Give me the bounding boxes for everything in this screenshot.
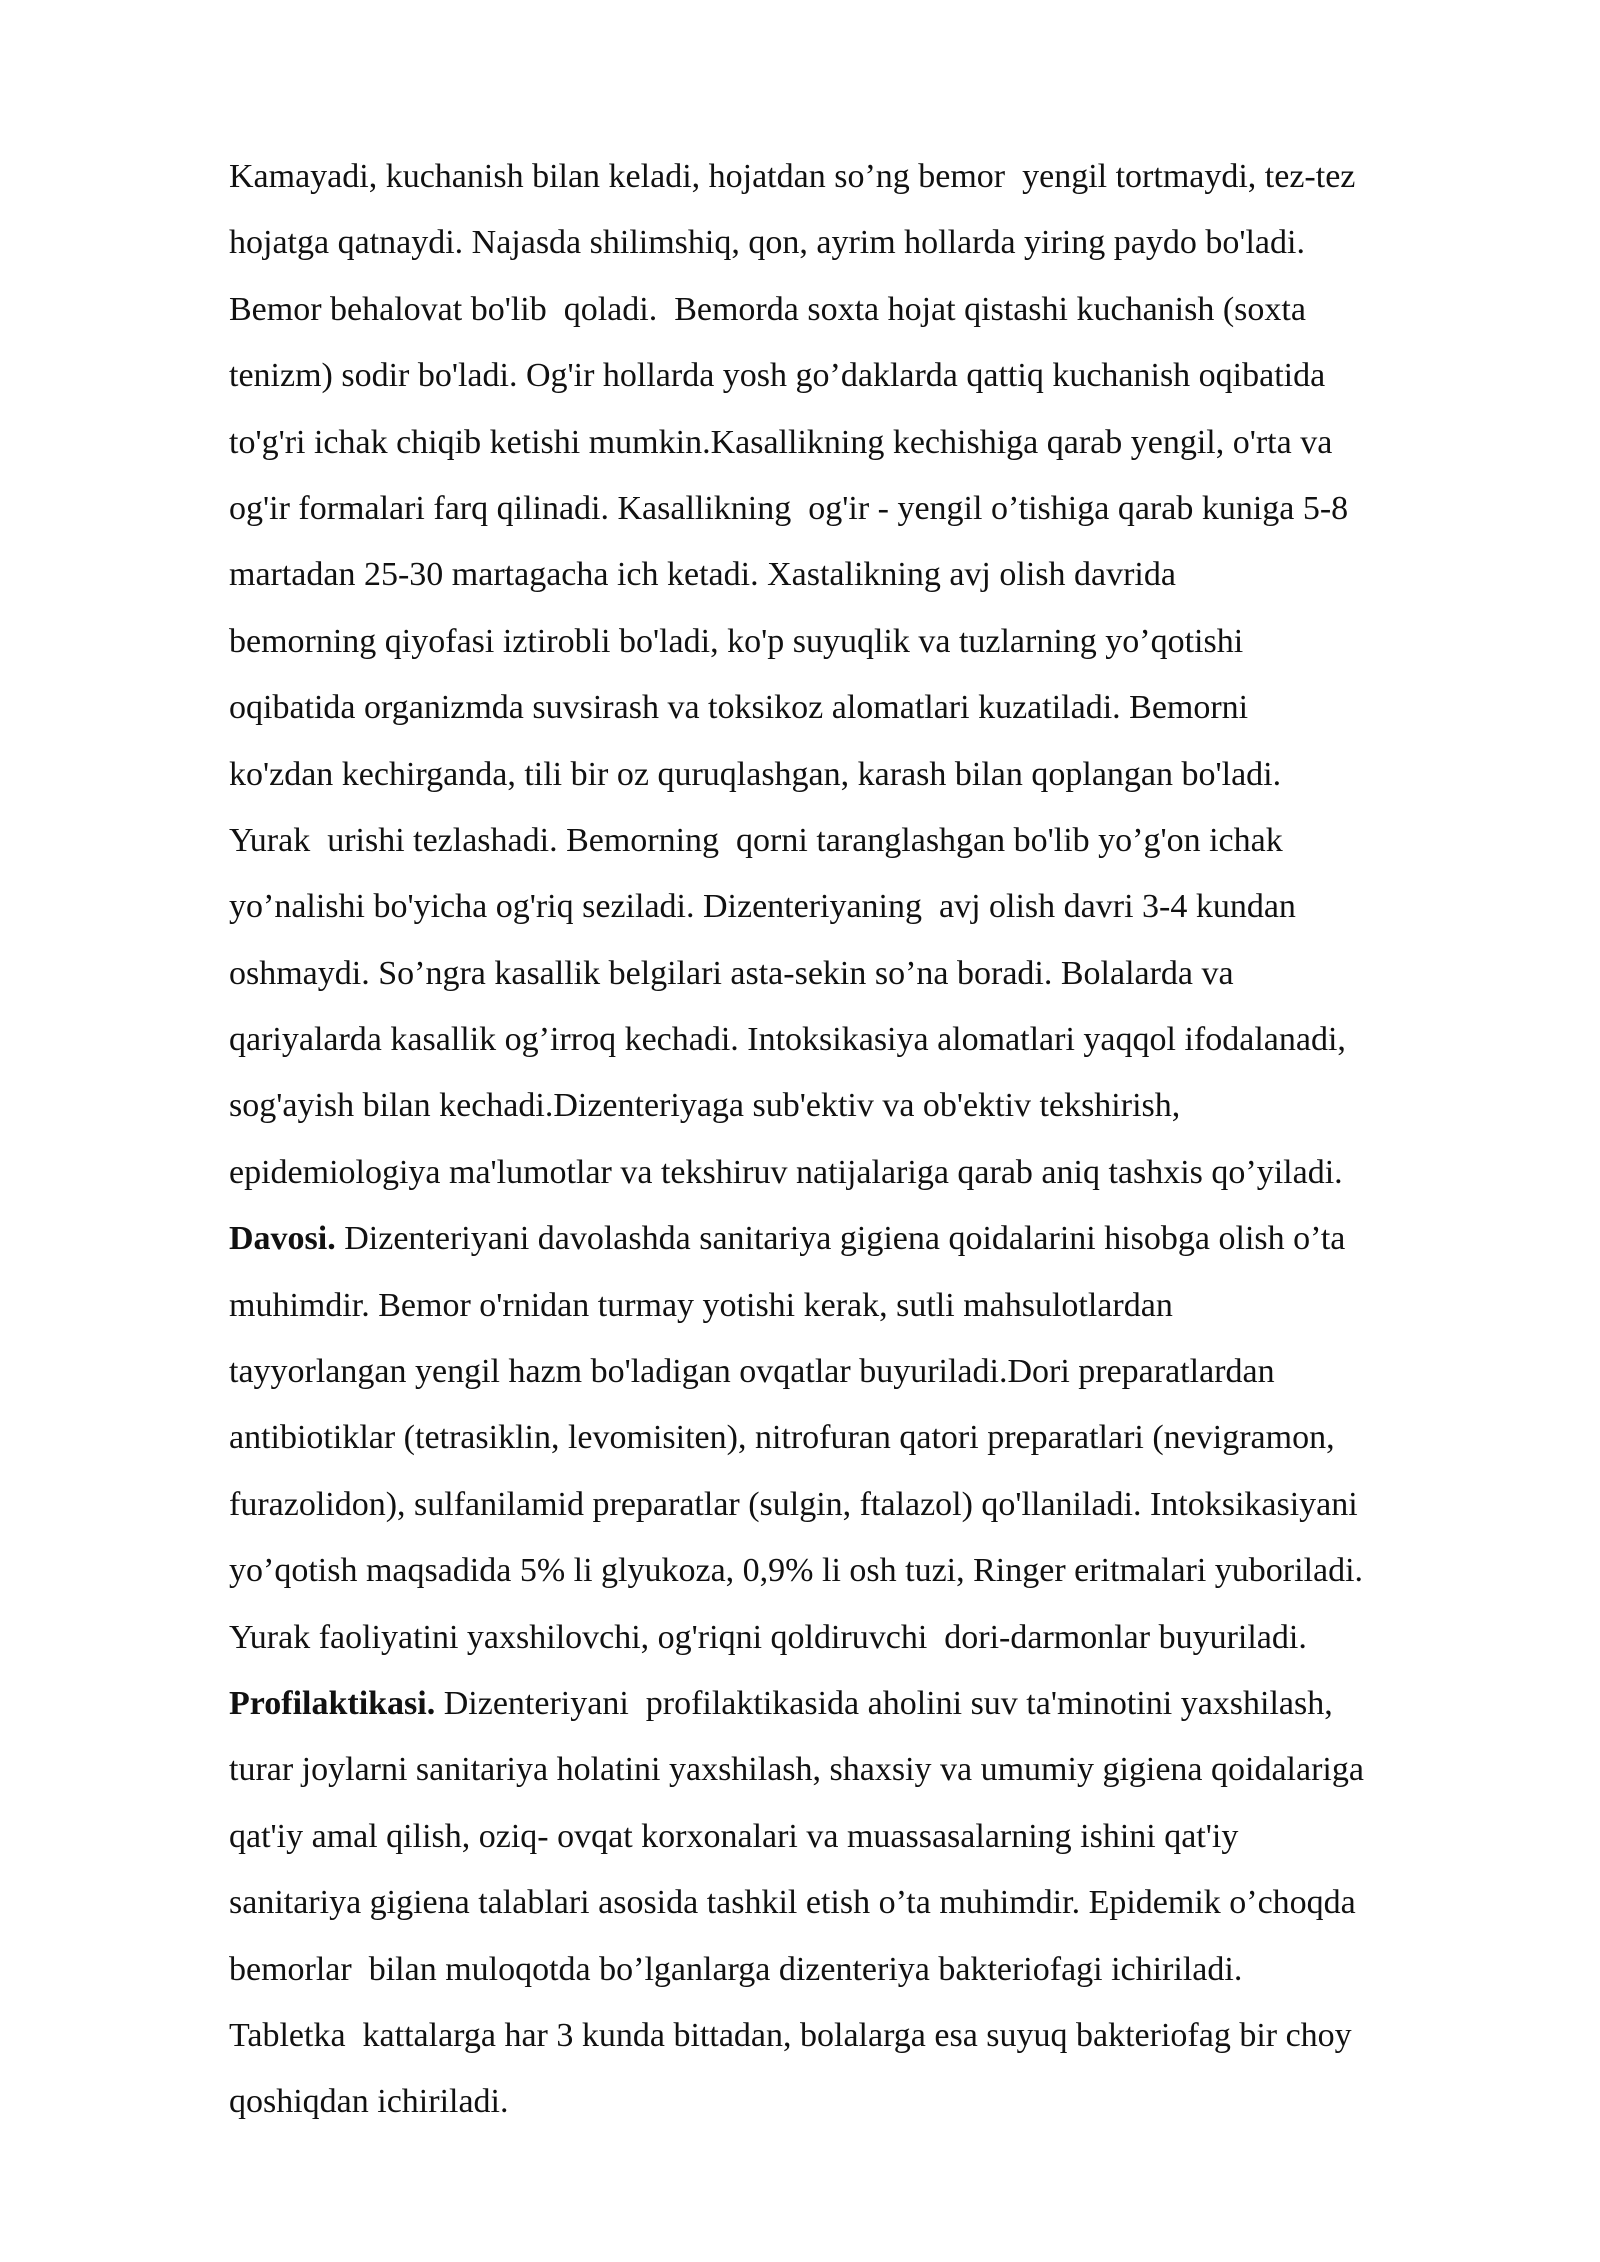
text-line xyxy=(229,609,1529,675)
line-text: tayyorlangan yengil hazm bo'ladigan ovqatlar buyuriladi.Dori preparatlardan xyxy=(229,1353,1275,1391)
line-text: antibiotiklar (tetrasiklin, levomisiten), nitrofuran qatori preparatlari (nevigramon, xyxy=(229,1419,1335,1457)
line-text: turar joylarni sanitariya holatini yaxshilash, shaxsiy va umumiy gigiena qoidalariga xyxy=(229,1751,1364,1789)
line-text: qat'iy amal qilish, oziq- ovqat korxonalari va muassasalarning ishini qat'iy xyxy=(229,1817,1239,1855)
text-line xyxy=(229,1671,1529,1737)
text-line xyxy=(229,1870,1529,1936)
text-line xyxy=(229,941,1529,1007)
line-text: yo’nalishi bo'yicha og'riq seziladi. Dizenteriyaning avj olish davri 3-4 kundan xyxy=(229,888,1296,926)
text-line xyxy=(229,1206,1529,1272)
text-line xyxy=(229,1804,1529,1870)
line-text: qoshiqdan ichiriladi. xyxy=(229,2083,509,2121)
line-text: martadan 25-30 martagacha ich ketadi. Xastalikning avj olish davrida xyxy=(229,556,1176,594)
text-line xyxy=(229,1140,1529,1206)
text-line xyxy=(229,1937,1529,2003)
line-text: epidemiologiya ma'lumotlar va tekshiruv natijalariga qarab aniq tashxis qo’yiladi. xyxy=(229,1153,1343,1191)
text-line xyxy=(229,476,1529,542)
line-text: Dizenteriyani davolashda sanitariya gigiena qoidalarini hisobga olish o’ta xyxy=(335,1220,1346,1258)
line-text: og'ir formalari farq qilinadi. Kasallikning og'ir - yengil o’tishiga qarab kuniga 5-8 xyxy=(229,489,1349,527)
line-text: Yurak urishi tezlashadi. Bemorning qorni taranglashgan bo'lib yo’g'on ichak xyxy=(229,821,1283,859)
line-text: tenizm) sodir bo'ladi. Og'ir hollarda yosh go’daklarda qattiq kuchanish oqibatida xyxy=(229,357,1326,395)
text-line xyxy=(229,1538,1529,1604)
line-text: Bemor behalovat bo'lib qoladi. Bemorda soxta hojat qistashi kuchanish (soxta xyxy=(229,290,1306,328)
text-line xyxy=(229,277,1529,343)
line-text: ko'zdan kechirganda, tili bir oz quruqlashgan, karash bilan qoplangan bo'ladi. xyxy=(229,755,1282,793)
text-line xyxy=(229,1007,1529,1073)
text-line xyxy=(229,343,1529,409)
text-line xyxy=(229,742,1529,808)
line-text: bemorlar bilan muloqotda bo’lganlarga dizenteriya bakteriofagi ichiriladi. xyxy=(229,1950,1243,1988)
line-text: Kamayadi, kuchanish bilan keladi, hojatdan so’ng bemor yengil tortmaydi, tez-tez xyxy=(229,158,1356,195)
text-line xyxy=(229,1405,1529,1471)
text-line xyxy=(229,1737,1529,1803)
line-text: bemorning qiyofasi iztirobli bo'ladi, ko'p suyuqlik va tuzlarning yo’qotishi xyxy=(229,622,1244,660)
line-text: to'g'ri ichak chiqib ketishi mumkin.Kasallikning kechishiga qarab yengil, o'rta va xyxy=(229,423,1333,461)
line-text: sanitariya gigiena talablari asosida tashkil etish o’ta muhimdir. Epidemik o’choqda xyxy=(229,1884,1356,1922)
line-text: muhimdir. Bemor o'rnidan turmay yotishi kerak, sutli mahsulotlardan xyxy=(229,1286,1173,1324)
text-line xyxy=(229,808,1529,874)
text-line xyxy=(229,874,1529,940)
text-line xyxy=(229,1339,1529,1405)
line-text: furazolidon), sulfanilamid preparatlar (sulgin, ftalazol) qo'llaniladi. Intoksikasiyani xyxy=(229,1485,1358,1523)
line-text: hojatga qatnaydi. Najasda shilimshiq, qon, ayrim hollarda yiring paydo bo'ladi. xyxy=(229,224,1305,262)
text-line xyxy=(229,1273,1529,1339)
text-line xyxy=(229,2003,1529,2069)
line-text: oqibatida organizmda suvsirash va toksikoz alomatlari kuzatiladi. Bemorni xyxy=(229,689,1249,727)
text-line xyxy=(229,2069,1529,2135)
line-text: Dizenteriyani profilaktikasida aholini suv ta'minotini yaxshilash, xyxy=(435,1684,1333,1722)
line-text: sog'ayish bilan kechadi.Dizenteriyaga sub'ektiv va ob'ektiv tekshirish, xyxy=(229,1087,1181,1125)
section-heading: Profilaktikasi. xyxy=(229,1684,436,1722)
line-text: qariyalarda kasallik og’irroq kechadi. Intoksikasiya alomatlari yaqqol ifodalanadi, xyxy=(229,1021,1346,1059)
text-line xyxy=(229,1605,1529,1671)
text-line xyxy=(229,675,1529,741)
text-line xyxy=(229,1073,1529,1139)
line-text: yo’qotish maqsadida 5% li glyukoza, 0,9% li osh tuzi, Ringer eritmalari yuboriladi. xyxy=(229,1552,1364,1590)
text-line xyxy=(229,542,1529,608)
body-text xyxy=(229,144,1529,2136)
line-text: Yurak faoliyatini yaxshilovchi, og'riqni qoldiruvchi dori-darmonlar buyuriladi. xyxy=(229,1618,1307,1656)
text-line xyxy=(229,1472,1529,1538)
text-line xyxy=(229,410,1529,476)
text-line xyxy=(229,144,1529,210)
line-text: oshmaydi. So’ngra kasallik belgilari asta-sekin so’na boradi. Bolalarda va xyxy=(229,954,1234,992)
text-line xyxy=(229,210,1529,276)
section-heading: Davosi. xyxy=(229,1220,336,1258)
line-text: Tabletka kattalarga har 3 kunda bittadan, bolalarga esa suyuq bakteriofag bir choy xyxy=(229,2016,1352,2054)
